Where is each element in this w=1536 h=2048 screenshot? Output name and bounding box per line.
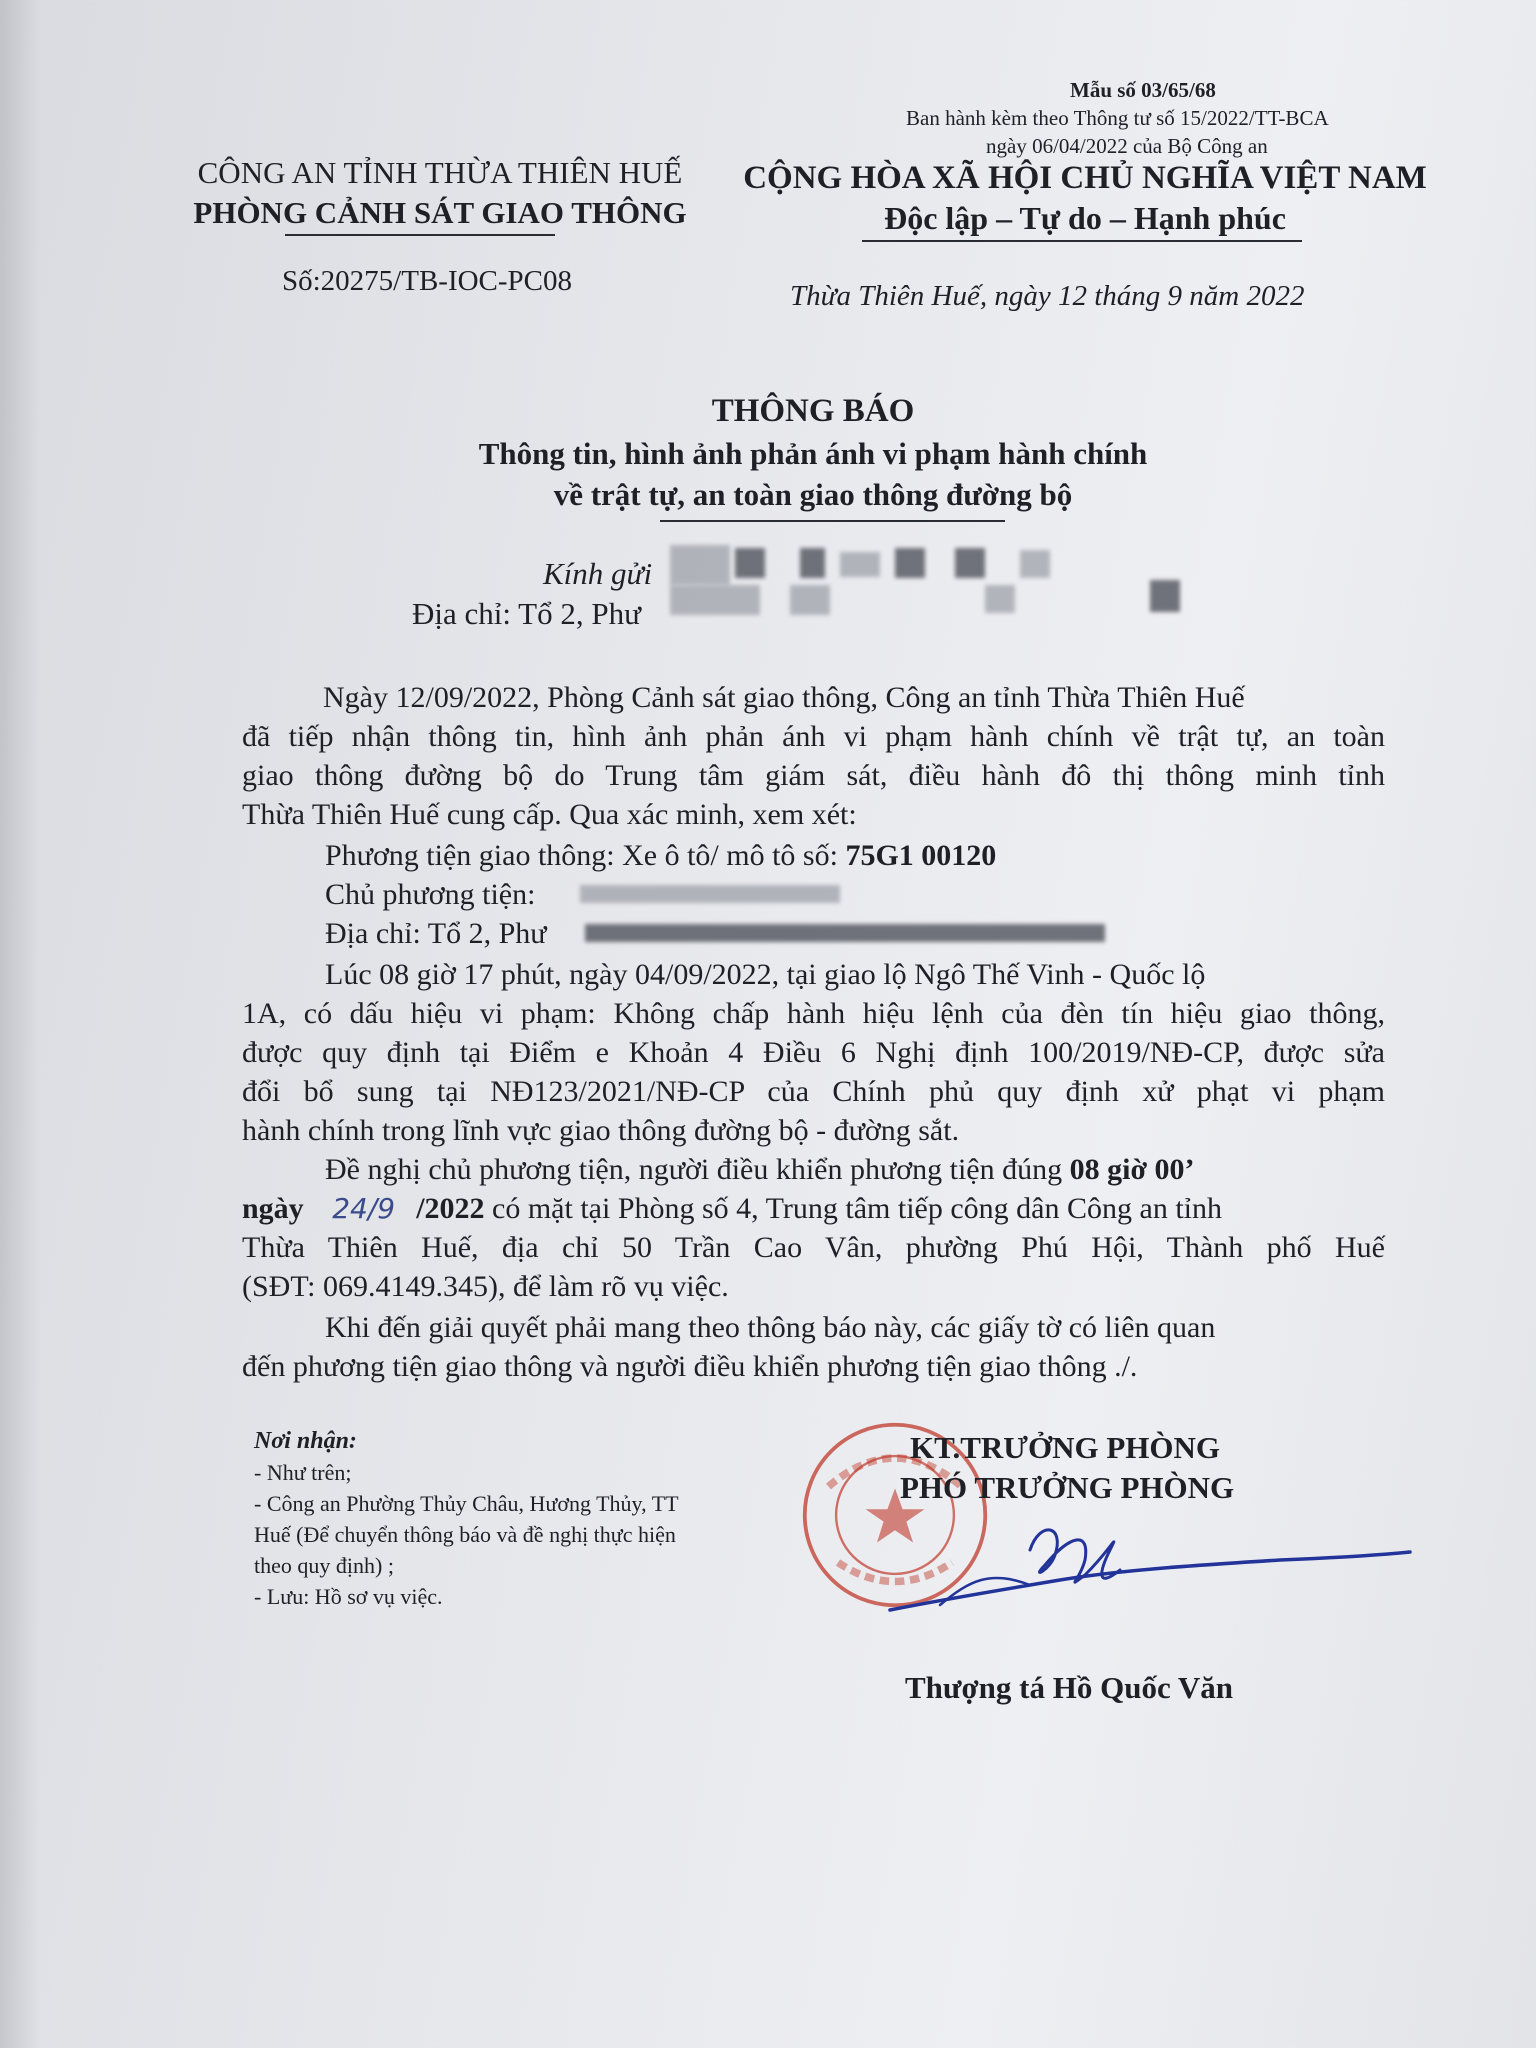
department-underline [285,234,555,236]
appointment-time: 08 giờ 00’ [1069,1153,1195,1186]
para2-line4: đổi bổ sung tại NĐ123/2021/NĐ-CP của Chính phủ quy định xử phạt vi phạm [242,1075,1385,1108]
handwritten-date: 24/9 [332,1192,396,1225]
motto-underline [862,240,1302,242]
dateline: Thừa Thiên Huế, ngày 12 tháng 9 năm 2022 [790,280,1305,312]
para4-line2: đến phương tiện giao thông và người điều khiển phương tiện giao thông ./. [242,1350,1138,1383]
para2-line3: được quy định tại Điểm e Khoản 4 Điều 6 Nghị định 100/2019/NĐ-CP, được sửa [242,1036,1385,1069]
nation-motto: Độc lập – Tự do – Hạnh phúc [884,200,1286,236]
para4-line1: Khi đến giải quyết phải mang theo thông báo này, các giấy tờ có liên quan [325,1311,1216,1344]
recipients-item-2b: Huế (Để chuyển thông báo và đề nghị thực hiện [254,1522,676,1547]
para1-line4: Thừa Thiên Huế cung cấp. Qua xác minh, xem xét: [242,798,857,831]
para3-line4: (SĐT: 069.4149.345), để làm rõ vụ việc. [242,1270,729,1303]
nation-name: CỘNG HÒA XÃ HỘI CHỦ NGHĨA VIỆT NAM [743,160,1427,196]
para3-line3: Thừa Thiên Huế, địa chỉ 50 Trần Cao Vân, phường Phú Hội, Thành phố Huế [242,1231,1385,1264]
signature-title-2: PHÓ TRƯỞNG PHÒNG [900,1470,1235,1505]
para1-line3: giao thông đường bộ do Trung tâm giám sát, điều hành đô thị thông minh tỉnh [242,759,1385,792]
document-number: Số:20275/TB-IOC-PC08 [282,265,573,297]
redacted-owner [580,885,840,903]
issuer-department: PHÒNG CẢNH SÁT GIAO THÔNG [193,195,687,230]
recipients-item-3: - Lưu: Hồ sơ vụ việc. [254,1584,443,1609]
issuer-ministry: CÔNG AN TỈNH THỪA THIÊN HUẾ [197,155,683,190]
recipients-item-1: - Như trên; [254,1460,352,1485]
redacted-owner-address [585,924,1105,942]
form-date-line: ngày 06/04/2022 của Bộ Công an [986,134,1268,158]
owner-address-line: Địa chỉ: Tổ 2, Phư [325,917,547,950]
signature-title-1: KT.TRƯỞNG PHÒNG [910,1430,1220,1465]
vehicle-label: Phương tiện giao thông: Xe ô tô/ mô tô số: [325,839,846,872]
recipients-heading: Nơi nhận: [254,1428,357,1454]
appointment-year: /2022 [416,1192,485,1225]
document-subtitle-2: về trật tự, an toàn giao thông đường bộ [553,477,1073,512]
para2-line1: Lúc 08 giờ 17 phút, ngày 04/09/2022, tại giao lộ Ngô Thế Vinh - Quốc lộ [325,958,1206,991]
recipients-item-2c: theo quy định) ; [254,1553,394,1578]
handwritten-signature [880,1510,1420,1630]
para3-line2-text: có mặt tại Phòng số 4, Trung tâm tiếp công dân Công an tỉnh [484,1192,1222,1225]
greeting-label: Kính gửi [543,556,653,591]
para2-line5: hành chính trong lĩnh vực giao thông đường bộ - đường sắt. [242,1114,960,1147]
para3-line2 [242,1189,1222,1228]
para3-line1-text: Đề nghị chủ phương tiện, người điều khiển phương tiện đúng [325,1153,1070,1186]
appointment-day-label: ngày [242,1192,304,1225]
recipient-address: Địa chỉ: Tổ 2, Phư [412,596,641,631]
document-title: THÔNG BÁO [711,393,915,429]
subtitle-underline [660,520,1005,522]
form-circular-line: Ban hành kèm theo Thông tư số 15/2022/TT-BCA [906,106,1329,130]
signer-name: Thượng tá Hồ Quốc Văn [905,1670,1234,1705]
owner-line: Chủ phương tiện: [325,878,536,911]
vehicle-line [325,836,996,875]
recipients-item-2a: - Công an Phường Thủy Châu, Hương Thủy, TT [254,1491,679,1516]
page-shadow [0,0,40,2048]
para1-line1: Ngày 12/09/2022, Phòng Cảnh sát giao thông, Công an tỉnh Thừa Thiên Huế [323,681,1245,714]
document-subtitle-1: Thông tin, hình ảnh phản ánh vi phạm hành chính [478,436,1148,471]
para2-line2: 1A, có dấu hiệu vi phạm: Không chấp hành hiệu lệnh của đèn tín hiệu giao thông, [242,997,1385,1030]
para1-line2: đã tiếp nhận thông tin, hình ảnh phản ánh vi phạm hành chính về trật tự, an toàn [242,720,1385,753]
vehicle-plate: 75G1 00120 [845,839,997,872]
para3-line1 [325,1150,1195,1189]
form-code: Mẫu số 03/65/68 [1070,78,1216,102]
